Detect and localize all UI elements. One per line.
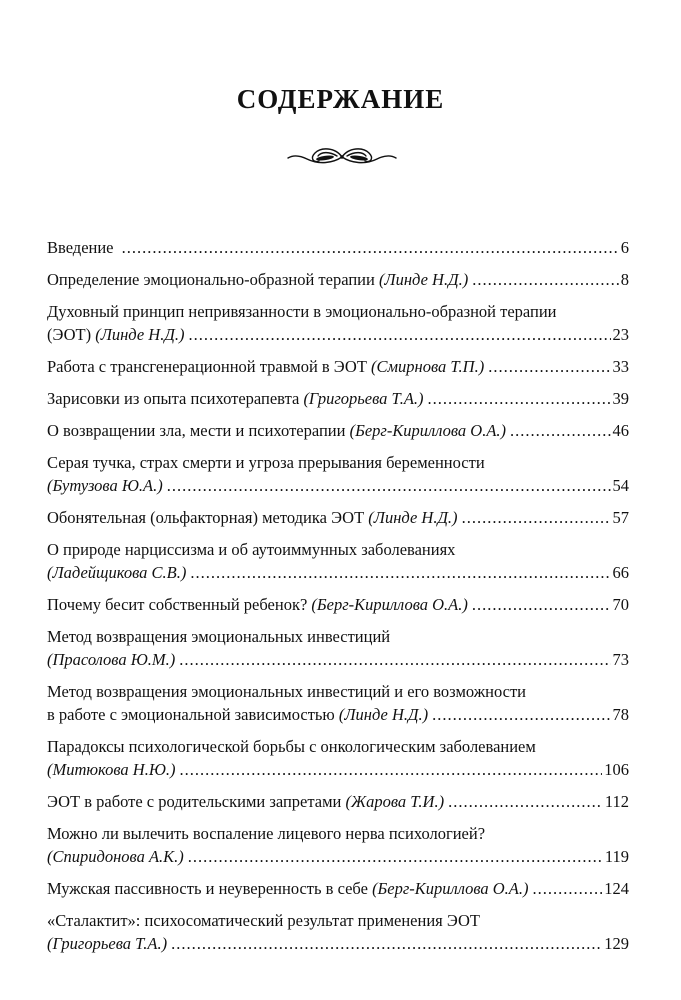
- toc-entry-page-number: 124: [604, 879, 629, 898]
- toc-entry-title-line: Можно ли вылечить воспаление лицевого нерва психологией?: [47, 824, 486, 843]
- toc-entry[interactable]: [47, 822, 629, 868]
- toc-entry-author: (Григорьева Т.А.): [47, 934, 168, 953]
- page-title: СОДЕРЖАНИЕ: [236, 84, 445, 114]
- toc-entry-author: (Григорьева Т.А.): [303, 389, 424, 408]
- toc-entry-page-number: 39: [612, 389, 629, 408]
- toc-entry-title: (ЭОТ): [47, 325, 96, 344]
- dot-leader: [472, 268, 619, 291]
- toc-entry-author: (Берг-Кириллова О.А.): [311, 595, 468, 614]
- toc-entry-page-number: 54: [612, 476, 629, 495]
- toc-entry-author: (Линде Н.Д.): [368, 508, 458, 527]
- toc-entry-last-line: [47, 506, 629, 529]
- dot-leader: [533, 877, 603, 900]
- toc-entry-last-line: [47, 593, 629, 616]
- toc-entry-title-line: О природе нарциссизма и об аутоиммунных заболеваниях: [47, 540, 456, 559]
- toc-entry-last-line: [47, 648, 629, 671]
- toc-entry-title: Введение: [47, 238, 118, 257]
- toc-entry-author: (Бутузова Ю.А.): [47, 476, 163, 495]
- toc-entry-page-number: 6: [620, 238, 629, 257]
- toc-entry[interactable]: [47, 680, 629, 726]
- toc-entry-last-line: [47, 758, 629, 781]
- toc-entry[interactable]: [47, 625, 629, 671]
- toc-entry-author: (Берг-Кириллова О.А.): [372, 879, 529, 898]
- toc-entry-title-line: Метод возвращения эмоциональных инвестиций: [47, 627, 391, 646]
- toc-entry-last-line: [47, 561, 629, 584]
- toc-entry-title-line: Метод возвращения эмоциональных инвестиций и его возможности: [47, 682, 526, 701]
- dot-leader: [488, 355, 610, 378]
- toc-entry-page-number: 129: [604, 934, 629, 953]
- toc-entry-title: Зарисовки из опыта психотерапевта: [47, 389, 304, 408]
- toc-entry-page-number: 73: [612, 650, 629, 669]
- toc-entry-title: в работе с эмоциональной зависимостью: [47, 705, 339, 724]
- dot-leader: [179, 648, 610, 671]
- dot-leader: [188, 323, 610, 346]
- toc-entry[interactable]: [47, 506, 629, 529]
- toc-entry-page-number: 106: [604, 760, 629, 779]
- dot-leader: [180, 758, 603, 781]
- toc-entry-author: (Ладейщикова С.В.): [47, 563, 187, 582]
- toc-entry-page-number: 33: [612, 357, 629, 376]
- toc-entry-last-line: [47, 419, 629, 442]
- toc-entry[interactable]: [47, 790, 629, 813]
- dot-leader: [171, 932, 602, 955]
- toc-entry-title-line: Серая тучка, страх смерти и угроза прерывания беременности: [47, 453, 485, 472]
- toc-entry[interactable]: [47, 735, 629, 781]
- toc-entry-title: Определение эмоционально-образной терапии: [47, 270, 379, 289]
- toc-entry[interactable]: [47, 593, 629, 616]
- toc-entry[interactable]: [47, 387, 629, 410]
- toc-entry-page-number: 66: [612, 563, 629, 582]
- toc-entry-last-line: [47, 845, 629, 868]
- toc-entry[interactable]: [47, 451, 629, 497]
- toc-entry[interactable]: [47, 909, 629, 955]
- toc-entry-page-number: 112: [604, 792, 629, 811]
- dot-leader: [122, 236, 619, 259]
- toc-entry[interactable]: [47, 300, 629, 346]
- toc-entry-last-line: [47, 387, 629, 410]
- toc-entry[interactable]: [47, 538, 629, 584]
- dot-leader: [472, 593, 611, 616]
- toc-entry-title: Мужская пассивность и неуверенность в себе: [47, 879, 373, 898]
- toc-entry-author: (Линде Н.Д.): [95, 325, 185, 344]
- toc-entry-title-line: Духовный принцип непривязанности в эмоционально-образной терапии: [47, 302, 557, 321]
- toc-entry-page-number: 70: [612, 595, 629, 614]
- toc-entry[interactable]: [47, 268, 629, 291]
- toc-entry-author: (Митюкова Н.Ю.): [47, 760, 176, 779]
- dot-leader: [428, 387, 611, 410]
- table-of-contents: [47, 236, 629, 964]
- toc-entry-page-number: 8: [620, 270, 629, 289]
- toc-entry-title: Работа с трансгенерационной травмой в ЭОТ: [47, 357, 372, 376]
- toc-entry-last-line: [47, 474, 629, 497]
- toc-entry-page-number: 46: [612, 421, 629, 440]
- toc-entry-author: (Линде Н.Д.): [338, 705, 429, 724]
- toc-entry-author: (Смирнова Т.П.): [371, 357, 485, 376]
- toc-entry-title-line: Парадоксы психологической борьбы с онкологическим заболеванием: [47, 737, 536, 756]
- toc-entry-last-line: [47, 323, 629, 346]
- toc-entry-last-line: [47, 877, 629, 900]
- toc-entry-last-line: [47, 355, 629, 378]
- toc-entry-page-number: 57: [612, 508, 629, 527]
- toc-entry-last-line: [47, 703, 629, 726]
- toc-entry-last-line: [47, 790, 629, 813]
- dot-leader: [188, 845, 603, 868]
- toc-entry-title-line: «Сталактит»: психосоматический результат применения ЭОТ: [47, 911, 480, 930]
- toc-entry-title: Почему бесит собственный ребенок?: [47, 595, 312, 614]
- toc-entry[interactable]: [47, 877, 629, 900]
- dot-leader: [510, 419, 610, 442]
- dot-leader: [190, 561, 610, 584]
- toc-entry[interactable]: [47, 236, 629, 259]
- toc-entry-page-number: 23: [612, 325, 629, 344]
- toc-entry-last-line: [47, 236, 629, 259]
- toc-entry[interactable]: [47, 419, 629, 442]
- toc-entry-author: (Прасолова Ю.М.): [47, 650, 176, 669]
- toc-entry-page-number: 78: [612, 705, 629, 724]
- toc-entry-title: О возвращении зла, мести и психотерапии: [47, 421, 350, 440]
- toc-entry-title: ЭОТ в работе с родительскими запретами: [47, 792, 346, 811]
- toc-entry-last-line: [47, 932, 629, 955]
- toc-entry-author: (Линде Н.Д.): [378, 270, 469, 289]
- dot-leader: [167, 474, 611, 497]
- dot-leader: [462, 506, 611, 529]
- toc-entry-page-number: 119: [604, 847, 629, 866]
- toc-entry-author: (Берг-Кириллова О.А.): [349, 421, 507, 440]
- toc-entry-last-line: [47, 268, 629, 291]
- dot-leader: [448, 790, 603, 813]
- toc-entry-author: (Жарова Т.И.): [345, 792, 445, 811]
- decorative-flourish-icon: [285, 141, 399, 173]
- dot-leader: [432, 703, 610, 726]
- toc-entry-title: Обонятельная (ольфакторная) методика ЭОТ: [47, 508, 369, 527]
- toc-entry-author: (Спиридонова А.К.): [47, 847, 184, 866]
- toc-entry[interactable]: [47, 355, 629, 378]
